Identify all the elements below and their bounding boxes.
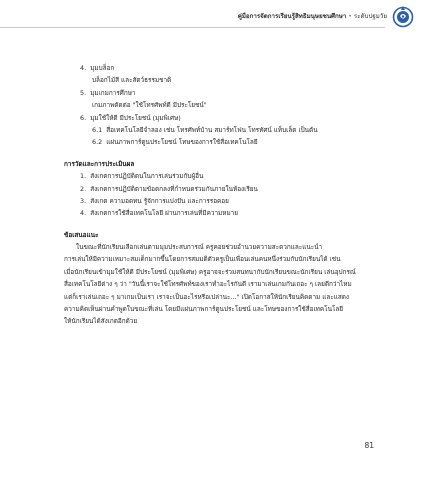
assessment-section: [64, 158, 384, 220]
item-number: 1.: [80, 172, 87, 181]
sub-item: [64, 136, 384, 148]
paragraph-line: ในขณะที่นักเรียนเลือกเล่นตามมุมประสบการณ์ ครูคอยช่วยอำนวยความสะดวกและแนะนำ: [76, 243, 323, 252]
list-item: [64, 87, 384, 99]
paragraph-line: แต่ก็เราเล่นเถอะ ๆ มาเกมเป็นเรา เราจะเป็นอะไรหรือเปล่านะ..." เปิดโอกาสให้นักเรียนคิดตาม และแสดง: [64, 292, 350, 301]
paragraph-line: การเล่นให้มีความเหมาะสมเด็กมากขึ้นโดยการสมมติตัวครูเป็นเพื่อนเล่นคนหนึ่งร่วมกับนักเรียนได้ เช่น: [64, 255, 341, 264]
item-text: สังเกต ความอดทน รู้จักการแบ่งปัน และการรอคอย: [90, 196, 229, 205]
item-title: มุมใช้ให้ดี มีประโยชน์ (มุมพิเศษ): [90, 113, 181, 122]
sub-item-number: 6.1: [92, 125, 103, 134]
header-level: ระดับปฐมวัย: [353, 13, 387, 20]
item-number: 5.: [80, 88, 87, 97]
header-separator: •: [348, 13, 352, 20]
list-item: [64, 62, 384, 74]
list-item: [64, 112, 384, 124]
spacer: [64, 220, 384, 229]
item-number: 4.: [80, 64, 87, 72]
list-item: [64, 183, 384, 195]
item-number: 2.: [80, 184, 87, 193]
item-detail: บล็อกไม้สี และสัตว์ธรรมชาติ: [92, 76, 172, 85]
paragraph-line: สื่อเทคโนโลยีต่าง ๆ ว่า "วันนี้เราจะใช้โทรศัพท์ของเราทำอะไรกันดี เรามาเล่นเกมกันเถอะ ๆ เลยดีกว่าไหม: [64, 280, 352, 289]
sub-item: [64, 124, 384, 136]
paragraph-line: ให้นักเรียนได้สังเกตอีกด้วย: [64, 317, 138, 326]
item-text: สังเกตการใช้สื่อเทคโนโลยี ผ่านการเล่นที่มีความหมาย: [90, 209, 239, 218]
paragraph-line: เมื่อนักเรียนเข้ามุมใช้ให้ดี มีประโยชน์ (มุมพิเศษ) ครูอาจจะร่วมสนทนากับนักเรียนขณะนักเรียน เล่นอุปกรณ์: [64, 267, 356, 276]
paragraph-line: ความคิดเห็นผ่านคำพูดในขณะที่เล่น โดยมีแผ่นภาพการ์ตูนประโยชน์ และโทษของการใช้สื่อเทคโนโลยี: [64, 305, 344, 314]
section-heading: การวัดและการประเมินผล: [64, 159, 135, 168]
item-number: 4.: [80, 209, 87, 218]
list-item: [64, 207, 384, 219]
item-number: 3.: [80, 196, 87, 205]
suggestion-section: [64, 229, 384, 328]
header-title-bold: คู่มือการจัดการเรียนรู้สิทธิมนุษยชนศึกษา: [237, 13, 347, 20]
sub-item-number: 6.2: [92, 138, 103, 147]
item-detail: เกมภาพตัดต่อ "ใช้โทรศัพท์ดี มีประโยชน์": [92, 101, 207, 110]
item-title: มุมเกมการศึกษา: [90, 88, 136, 97]
emblem-logo-icon: [391, 4, 415, 28]
item-title: มุมบล็อก: [90, 64, 115, 72]
sub-item-text: แผ่นภาพการ์ตูนประโยชน์ โทษของการใช้สื่อเทคโนโลยี: [106, 138, 258, 147]
spacer: [64, 149, 384, 158]
sub-item-text: สื่อเทคโนโลยีจำลอง เช่น โทรศัพท์บ้าน สมาร์ทโฟน โทรทัศน์ แท็บเล็ต เป็นต้น: [106, 125, 318, 134]
item-text: สังเกตการปฏิบัติตนในการเล่นร่วมกับผู้อื่น: [90, 172, 204, 181]
item-number: 6.: [80, 113, 87, 122]
list-item: [64, 195, 384, 207]
page-content: [64, 62, 384, 328]
page-number: 81: [364, 441, 374, 450]
item-text: สังเกตการปฏิบัติตามข้อตกลงที่กำหนดร่วมกันภายในห้องเรียน: [90, 184, 258, 193]
header-rule: [0, 27, 385, 28]
list-item: [64, 170, 384, 182]
section-heading: ข้อเสนอแนะ: [64, 230, 99, 239]
header-title: [238, 11, 387, 21]
list-corner-items: [64, 62, 384, 149]
page-header: [0, 0, 427, 32]
